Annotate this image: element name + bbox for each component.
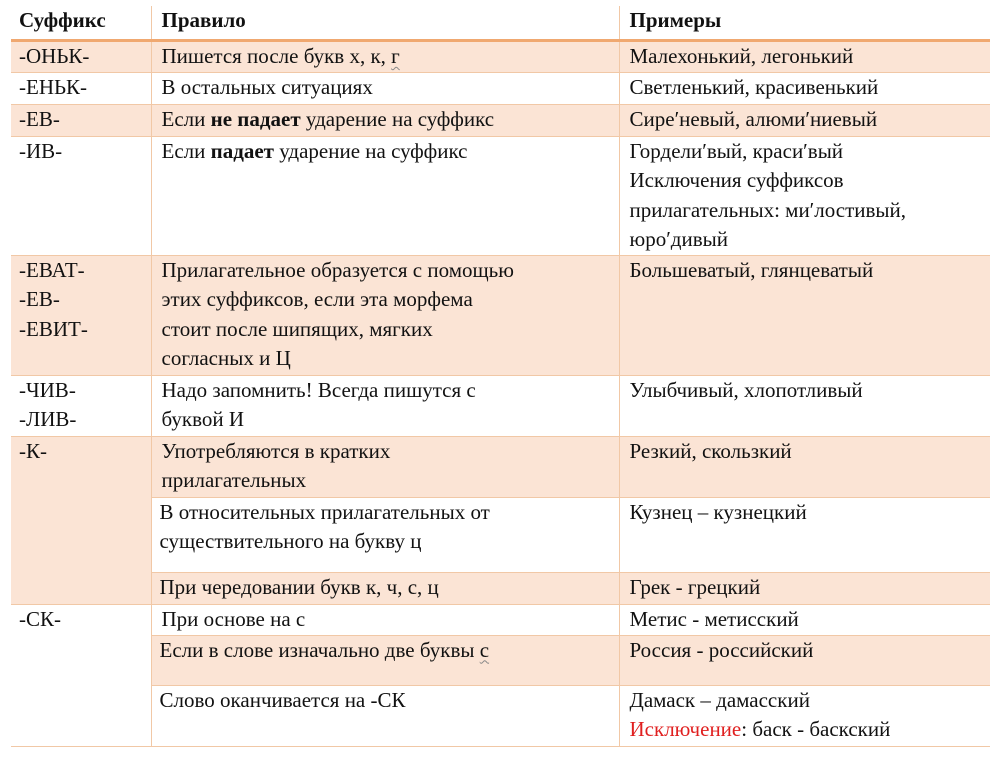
table-row bbox=[11, 104, 990, 136]
rule-cell bbox=[151, 375, 619, 436]
suffix-line: -ЛИВ- bbox=[19, 407, 77, 431]
examples-cell bbox=[619, 136, 990, 255]
rule-cell: При чередовании букв к, ч, с, ц bbox=[151, 572, 619, 604]
examples-line: Дамаск – дамасский bbox=[629, 687, 810, 712]
suffix-line: -ЕВ- bbox=[19, 287, 60, 311]
suffix-line: -ЕВИТ- bbox=[19, 316, 88, 341]
examples-cell: Кузнец – кузнецкий bbox=[619, 497, 990, 572]
suffix-table-container bbox=[11, 6, 990, 747]
suffix-cell: -К- bbox=[11, 436, 151, 604]
rule-line: Надо запомнить! Всегда пишутся с bbox=[161, 377, 476, 402]
examples-cell: Грек - грецкий bbox=[619, 572, 990, 604]
rule-emphasis: не падает bbox=[210, 106, 301, 131]
table-row bbox=[11, 41, 990, 73]
suffix-table bbox=[11, 6, 990, 747]
rule-text-flagged: с bbox=[479, 637, 490, 662]
exception-label: Исключение bbox=[629, 717, 742, 741]
table-row bbox=[11, 436, 990, 497]
examples-line: Гордели′вый, краси′вый bbox=[629, 138, 844, 163]
rule-line: Прилагательное образуется с помощью bbox=[161, 257, 514, 282]
rule-cell bbox=[151, 41, 619, 73]
rule-text: Если bbox=[161, 106, 211, 131]
table-row bbox=[11, 136, 990, 255]
rule-line: буквой И bbox=[161, 407, 245, 431]
table-row bbox=[11, 375, 990, 436]
rule-cell bbox=[151, 635, 619, 685]
header-row bbox=[11, 6, 990, 41]
rule-emphasis: падает bbox=[210, 138, 274, 163]
header-examples: Примеры bbox=[619, 6, 990, 41]
suffix-line: -ЕВАТ- bbox=[19, 257, 85, 282]
examples-cell: Резкий, скользкий bbox=[619, 436, 990, 497]
rule-cell bbox=[151, 497, 619, 572]
rule-text: Пишется после букв х, к, bbox=[161, 44, 392, 68]
rule-text-flagged: г bbox=[391, 44, 400, 68]
table-row bbox=[11, 72, 990, 104]
table-row bbox=[11, 572, 990, 604]
suffix-cell: -СК- bbox=[11, 604, 151, 746]
examples-line: Исключения суффиксов bbox=[629, 168, 844, 192]
rule-cell: Слово оканчивается на -СК bbox=[151, 685, 619, 746]
examples-cell: Улыбчивый, хлопотливый bbox=[619, 375, 990, 436]
rule-cell bbox=[151, 136, 619, 255]
rule-cell bbox=[151, 436, 619, 497]
rule-text: ударение на суффикс bbox=[273, 138, 468, 163]
exception-text: : баск - баскский bbox=[741, 717, 891, 741]
rule-text: Если bbox=[161, 138, 211, 163]
examples-cell bbox=[619, 685, 990, 746]
rule-line: Употребляются в кратких bbox=[161, 438, 391, 463]
rule-line: существительного на букву ц bbox=[159, 529, 422, 553]
rule-line: прилагательных bbox=[161, 468, 307, 492]
rule-text: Если в слове изначально две буквы bbox=[159, 637, 480, 662]
rule-cell bbox=[151, 104, 619, 136]
rule-text: ударение на суффикс bbox=[300, 106, 495, 131]
rule-cell bbox=[151, 255, 619, 375]
table-row bbox=[11, 685, 990, 746]
suffix-cell: -ОНЬК- bbox=[11, 41, 151, 73]
rule-line: согласных и Ц bbox=[161, 346, 291, 370]
rule-cell: В остальных ситуациях bbox=[151, 72, 619, 104]
table-row bbox=[11, 255, 990, 375]
examples-cell: Россия - российский bbox=[619, 635, 990, 685]
suffix-cell bbox=[11, 375, 151, 436]
header-suffix: Суффикс bbox=[11, 6, 151, 41]
rule-line: стоит после шипящих, мягких bbox=[161, 316, 433, 341]
examples-cell: Малехонький, легонький bbox=[619, 41, 990, 73]
rule-line: этих суффиксов, если эта морфема bbox=[161, 287, 473, 311]
header-rule: Правило bbox=[151, 6, 619, 41]
suffix-cell: -ЕВ- bbox=[11, 104, 151, 136]
rule-line: В относительных прилагательных от bbox=[159, 499, 490, 524]
suffix-cell: -ЕНЬК- bbox=[11, 72, 151, 104]
rule-cell: При основе на с bbox=[151, 604, 619, 635]
examples-line: юро′дивый bbox=[629, 227, 728, 251]
examples-cell: Метис - метисский bbox=[619, 604, 990, 635]
examples-cell: Светленький, красивенький bbox=[619, 72, 990, 104]
examples-cell: Сире′невый, алюми′ниевый bbox=[619, 104, 990, 136]
examples-line: прилагательных: ми′лостивый, bbox=[629, 197, 907, 222]
suffix-line: -ЧИВ- bbox=[19, 377, 76, 402]
suffix-cell: -ИВ- bbox=[11, 136, 151, 255]
table-row bbox=[11, 635, 990, 685]
table-row bbox=[11, 497, 990, 572]
suffix-cell bbox=[11, 255, 151, 375]
exception-line bbox=[630, 715, 991, 745]
table-row bbox=[11, 604, 990, 635]
examples-cell: Большеватый, глянцеватый bbox=[619, 255, 990, 375]
